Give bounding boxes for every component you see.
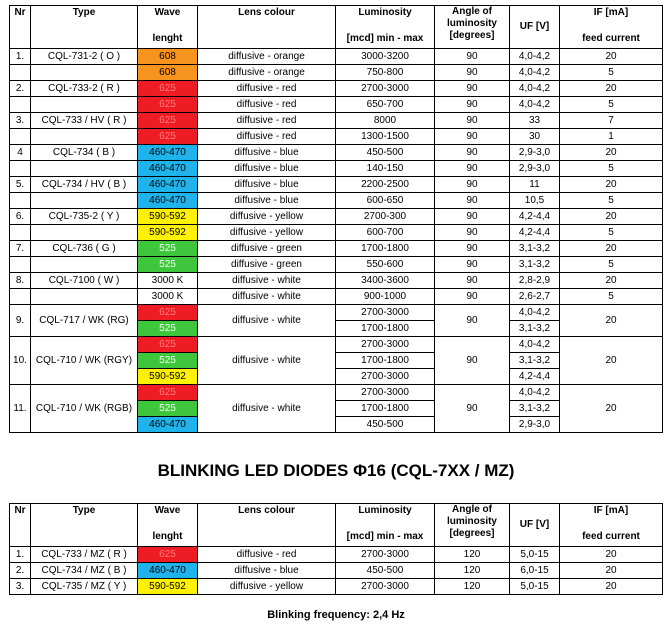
uf-voltage: 2,6-2,7 bbox=[510, 289, 560, 305]
table-row bbox=[10, 385, 663, 401]
uf-voltage: 3,1-3,2 bbox=[510, 241, 560, 257]
wave-cell: 460-470 bbox=[138, 145, 198, 161]
header-if bbox=[560, 504, 663, 547]
if-current: 5 bbox=[560, 97, 663, 113]
header-nr: Nr bbox=[10, 504, 31, 547]
table-row bbox=[10, 145, 663, 161]
angle: 90 bbox=[435, 65, 510, 81]
lens-colour: diffusive - white bbox=[198, 289, 336, 305]
row-number-empty bbox=[10, 225, 31, 241]
if-current: 20 bbox=[560, 49, 663, 65]
wave-cell: 625 bbox=[138, 385, 198, 401]
angle: 90 bbox=[435, 241, 510, 257]
table-row bbox=[10, 241, 663, 257]
uf-voltage: 2,9-3,0 bbox=[510, 161, 560, 177]
row-number-empty bbox=[10, 289, 31, 305]
if-current: 20 bbox=[560, 305, 663, 337]
row-number: 5. bbox=[10, 177, 31, 193]
uf-voltage: 3,1-3,2 bbox=[510, 321, 560, 337]
header-nr: Nr bbox=[10, 6, 31, 49]
uf-voltage: 4,2-4,4 bbox=[510, 209, 560, 225]
lens-colour: diffusive - yellow bbox=[198, 225, 336, 241]
led-spec-table bbox=[9, 5, 663, 433]
luminosity: 2700-3000 bbox=[336, 369, 435, 385]
product-type-empty bbox=[31, 225, 138, 241]
luminosity: 2700-3000 bbox=[336, 337, 435, 353]
angle: 90 bbox=[435, 113, 510, 129]
product-type-empty bbox=[31, 65, 138, 81]
product-type-empty bbox=[31, 161, 138, 177]
product-type: CQL-7100 ( W ) bbox=[31, 273, 138, 289]
uf-voltage: 33 bbox=[510, 113, 560, 129]
row-number: 8. bbox=[10, 273, 31, 289]
angle: 90 bbox=[435, 129, 510, 145]
table-row bbox=[10, 273, 663, 289]
product-type: CQL-736 ( G ) bbox=[31, 241, 138, 257]
header-lum-label: Luminosity bbox=[358, 505, 412, 516]
header-wave-label: Wave bbox=[154, 7, 181, 18]
if-current: 20 bbox=[560, 337, 663, 385]
wave-cell: 460-470 bbox=[138, 177, 198, 193]
product-type-empty bbox=[31, 97, 138, 113]
angle: 90 bbox=[435, 177, 510, 193]
luminosity: 2700-3000 bbox=[336, 81, 435, 97]
header-row bbox=[10, 6, 663, 49]
row-number: 10. bbox=[10, 337, 31, 385]
angle: 90 bbox=[435, 225, 510, 241]
row-number-empty bbox=[10, 65, 31, 81]
section-title: BLINKING LED DIODES Φ16 (CQL-7XX / MZ) bbox=[157, 461, 515, 480]
table-row bbox=[10, 97, 663, 113]
product-type: CQL-734 ( B ) bbox=[31, 145, 138, 161]
wave-cell: 625 bbox=[138, 113, 198, 129]
luminosity: 1700-1800 bbox=[336, 401, 435, 417]
table-row bbox=[10, 129, 663, 145]
luminosity: 600-650 bbox=[336, 193, 435, 209]
lens-colour: diffusive - blue bbox=[198, 177, 336, 193]
luminosity: 3400-3600 bbox=[336, 273, 435, 289]
wave-cell: 460-470 bbox=[138, 161, 198, 177]
uf-voltage: 4,0-4,2 bbox=[510, 65, 560, 81]
uf-voltage: 4,0-4,2 bbox=[510, 97, 560, 113]
wave-cell: 460-470 bbox=[138, 563, 198, 579]
if-current: 20 bbox=[560, 209, 663, 225]
luminosity: 2700-3000 bbox=[336, 547, 435, 563]
table-row bbox=[10, 209, 663, 225]
lens-colour: diffusive - red bbox=[198, 547, 336, 563]
wave-cell: 525 bbox=[138, 321, 198, 337]
row-number: 2. bbox=[10, 563, 31, 579]
table-row bbox=[10, 193, 663, 209]
wave-cell: 525 bbox=[138, 401, 198, 417]
table-row bbox=[10, 305, 663, 321]
angle: 90 bbox=[435, 385, 510, 433]
row-number-empty bbox=[10, 161, 31, 177]
luminosity: 2700-3000 bbox=[336, 579, 435, 595]
header-type: Type bbox=[31, 6, 138, 49]
wave-cell: 3000 K bbox=[138, 289, 198, 305]
row-number: 4 bbox=[10, 145, 31, 161]
if-current: 20 bbox=[560, 563, 663, 579]
luminosity: 450-500 bbox=[336, 417, 435, 433]
uf-voltage: 6,0-15 bbox=[510, 563, 560, 579]
lens-colour: diffusive - white bbox=[198, 305, 336, 337]
table-row bbox=[10, 49, 663, 65]
if-current: 5 bbox=[560, 289, 663, 305]
product-type: CQL-734 / HV ( B ) bbox=[31, 177, 138, 193]
product-type: CQL-710 / WK (RGB) bbox=[31, 385, 138, 433]
header-lum-sub: [mcd] min - max bbox=[346, 33, 424, 44]
header-lum-sub: [mcd] min - max bbox=[346, 531, 424, 542]
luminosity: 900-1000 bbox=[336, 289, 435, 305]
row-number: 1. bbox=[10, 547, 31, 563]
if-current: 20 bbox=[560, 579, 663, 595]
header-angle: Angle of luminosity [degrees] bbox=[435, 504, 510, 547]
product-type: CQL-710 / WK (RGY) bbox=[31, 337, 138, 385]
if-current: 1 bbox=[560, 129, 663, 145]
product-type: CQL-733 / HV ( R ) bbox=[31, 113, 138, 129]
header-uf: UF [V] bbox=[510, 6, 560, 49]
lens-colour: diffusive - green bbox=[198, 257, 336, 273]
if-current: 7 bbox=[560, 113, 663, 129]
row-number-empty bbox=[10, 193, 31, 209]
angle: 90 bbox=[435, 305, 510, 337]
angle: 120 bbox=[435, 579, 510, 595]
luminosity: 550-600 bbox=[336, 257, 435, 273]
luminosity: 2700-3000 bbox=[336, 385, 435, 401]
wave-cell: 590-592 bbox=[138, 225, 198, 241]
uf-voltage: 2,8-2,9 bbox=[510, 273, 560, 289]
table-row bbox=[10, 161, 663, 177]
uf-voltage: 4,2-4,4 bbox=[510, 369, 560, 385]
if-current: 20 bbox=[560, 177, 663, 193]
if-current: 5 bbox=[560, 225, 663, 241]
lens-colour: diffusive - red bbox=[198, 97, 336, 113]
product-type-empty bbox=[31, 289, 138, 305]
wave-cell: 525 bbox=[138, 241, 198, 257]
header-wave-sub: lenght bbox=[152, 33, 183, 44]
table-row bbox=[10, 225, 663, 241]
luminosity: 750-800 bbox=[336, 65, 435, 81]
angle: 90 bbox=[435, 193, 510, 209]
wave-cell: 590-592 bbox=[138, 369, 198, 385]
wave-cell: 625 bbox=[138, 97, 198, 113]
header-wave bbox=[138, 504, 198, 547]
row-number: 3. bbox=[10, 579, 31, 595]
luminosity: 1700-1800 bbox=[336, 321, 435, 337]
angle: 90 bbox=[435, 161, 510, 177]
luminosity: 2200-2500 bbox=[336, 177, 435, 193]
if-current: 5 bbox=[560, 193, 663, 209]
header-if-label: IF [mA] bbox=[593, 7, 629, 18]
lens-colour: diffusive - white bbox=[198, 337, 336, 385]
lens-colour: diffusive - green bbox=[198, 241, 336, 257]
row-number: 2. bbox=[10, 81, 31, 97]
header-wave-sub: lenght bbox=[152, 531, 183, 542]
product-type-empty bbox=[31, 257, 138, 273]
header-lens: Lens colour bbox=[198, 6, 336, 49]
lens-colour: diffusive - yellow bbox=[198, 209, 336, 225]
luminosity: 1700-1800 bbox=[336, 353, 435, 369]
row-number: 9. bbox=[10, 305, 31, 337]
table-row bbox=[10, 81, 663, 97]
luminosity: 2700-3000 bbox=[336, 305, 435, 321]
wave-cell: 460-470 bbox=[138, 417, 198, 433]
angle: 90 bbox=[435, 209, 510, 225]
wave-cell: 625 bbox=[138, 129, 198, 145]
lens-colour: diffusive - blue bbox=[198, 563, 336, 579]
lens-colour: diffusive - white bbox=[198, 385, 336, 433]
uf-voltage: 4,0-4,2 bbox=[510, 305, 560, 321]
uf-voltage: 11 bbox=[510, 177, 560, 193]
uf-voltage: 2,9-3,0 bbox=[510, 145, 560, 161]
if-current: 20 bbox=[560, 547, 663, 563]
if-current: 5 bbox=[560, 161, 663, 177]
product-type: CQL-735-2 ( Y ) bbox=[31, 209, 138, 225]
angle: 90 bbox=[435, 145, 510, 161]
header-wave bbox=[138, 6, 198, 49]
row-number: 6. bbox=[10, 209, 31, 225]
lens-colour: diffusive - yellow bbox=[198, 579, 336, 595]
product-type-empty bbox=[31, 129, 138, 145]
blinking-led-table bbox=[9, 503, 663, 595]
header-if-sub: feed current bbox=[582, 531, 640, 542]
table-header bbox=[10, 6, 663, 49]
wave-cell: 590-592 bbox=[138, 579, 198, 595]
row-number: 11. bbox=[10, 385, 31, 433]
wave-cell: 525 bbox=[138, 353, 198, 369]
lens-colour: diffusive - orange bbox=[198, 65, 336, 81]
table-body bbox=[10, 49, 663, 433]
luminosity: 1300-1500 bbox=[336, 129, 435, 145]
uf-voltage: 4,0-4,2 bbox=[510, 81, 560, 97]
if-current: 20 bbox=[560, 273, 663, 289]
table-row bbox=[10, 177, 663, 193]
lens-colour: diffusive - blue bbox=[198, 193, 336, 209]
wave-cell: 590-592 bbox=[138, 209, 198, 225]
lens-colour: diffusive - orange bbox=[198, 49, 336, 65]
header-uf: UF [V] bbox=[510, 504, 560, 547]
table-row bbox=[10, 579, 663, 595]
angle: 90 bbox=[435, 49, 510, 65]
header-if-sub: feed current bbox=[582, 33, 640, 44]
header-angle: Angle of luminosity [degrees] bbox=[435, 6, 510, 49]
header-type: Type bbox=[31, 504, 138, 547]
if-current: 20 bbox=[560, 241, 663, 257]
header-luminosity bbox=[336, 504, 435, 547]
product-type: CQL-733-2 ( R ) bbox=[31, 81, 138, 97]
lens-colour: diffusive - red bbox=[198, 129, 336, 145]
angle: 90 bbox=[435, 289, 510, 305]
lens-colour: diffusive - blue bbox=[198, 145, 336, 161]
header-wave-label: Wave bbox=[154, 505, 181, 516]
angle: 120 bbox=[435, 563, 510, 579]
table-header bbox=[10, 504, 663, 547]
angle: 90 bbox=[435, 273, 510, 289]
uf-voltage: 3,1-3,2 bbox=[510, 401, 560, 417]
luminosity: 140-150 bbox=[336, 161, 435, 177]
angle: 90 bbox=[435, 97, 510, 113]
luminosity: 450-500 bbox=[336, 563, 435, 579]
wave-cell: 625 bbox=[138, 547, 198, 563]
uf-voltage: 5,0-15 bbox=[510, 547, 560, 563]
header-luminosity bbox=[336, 6, 435, 49]
row-number-empty bbox=[10, 257, 31, 273]
product-type: CQL-731-2 ( O ) bbox=[31, 49, 138, 65]
row-number-empty bbox=[10, 129, 31, 145]
uf-voltage: 30 bbox=[510, 129, 560, 145]
wave-cell: 625 bbox=[138, 305, 198, 321]
table-row bbox=[10, 547, 663, 563]
luminosity: 8000 bbox=[336, 113, 435, 129]
uf-voltage: 3,1-3,2 bbox=[510, 257, 560, 273]
luminosity: 2700-300 bbox=[336, 209, 435, 225]
row-number: 7. bbox=[10, 241, 31, 257]
product-type: CQL-717 / WK (RG) bbox=[31, 305, 138, 337]
angle: 90 bbox=[435, 81, 510, 97]
angle: 120 bbox=[435, 547, 510, 563]
uf-voltage: 10,5 bbox=[510, 193, 560, 209]
luminosity: 3000-3200 bbox=[336, 49, 435, 65]
uf-voltage: 4,0-4,2 bbox=[510, 337, 560, 353]
lens-colour: diffusive - blue bbox=[198, 161, 336, 177]
header-if bbox=[560, 6, 663, 49]
wave-cell: 525 bbox=[138, 257, 198, 273]
blinking-frequency-note: Blinking frequency: 2,4 Hz bbox=[267, 609, 405, 621]
wave-cell: 608 bbox=[138, 65, 198, 81]
header-lens: Lens colour bbox=[198, 504, 336, 547]
product-type-empty bbox=[31, 193, 138, 209]
row-number-empty bbox=[10, 97, 31, 113]
table-row bbox=[10, 289, 663, 305]
luminosity: 600-700 bbox=[336, 225, 435, 241]
angle: 90 bbox=[435, 337, 510, 385]
lens-colour: diffusive - red bbox=[198, 113, 336, 129]
wave-cell: 3000 K bbox=[138, 273, 198, 289]
table-row bbox=[10, 337, 663, 353]
uf-voltage: 4,0-4,2 bbox=[510, 49, 560, 65]
wave-cell: 460-470 bbox=[138, 193, 198, 209]
product-type: CQL-733 / MZ ( R ) bbox=[31, 547, 138, 563]
header-row bbox=[10, 504, 663, 547]
uf-voltage: 4,0-4,2 bbox=[510, 385, 560, 401]
if-current: 20 bbox=[560, 81, 663, 97]
if-current: 5 bbox=[560, 65, 663, 81]
row-number: 3. bbox=[10, 113, 31, 129]
lens-colour: diffusive - red bbox=[198, 81, 336, 97]
product-type: CQL-734 / MZ ( B ) bbox=[31, 563, 138, 579]
table-row bbox=[10, 563, 663, 579]
table-row bbox=[10, 113, 663, 129]
luminosity: 650-700 bbox=[336, 97, 435, 113]
table-body bbox=[10, 547, 663, 595]
wave-cell: 625 bbox=[138, 81, 198, 97]
table-row bbox=[10, 257, 663, 273]
header-if-label: IF [mA] bbox=[593, 505, 629, 516]
header-lum-label: Luminosity bbox=[358, 7, 412, 18]
if-current: 20 bbox=[560, 145, 663, 161]
if-current: 20 bbox=[560, 385, 663, 433]
wave-cell: 625 bbox=[138, 337, 198, 353]
uf-voltage: 2,9-3,0 bbox=[510, 417, 560, 433]
uf-voltage: 5,0-15 bbox=[510, 579, 560, 595]
product-type: CQL-735 / MZ ( Y ) bbox=[31, 579, 138, 595]
luminosity: 450-500 bbox=[336, 145, 435, 161]
luminosity: 1700-1800 bbox=[336, 241, 435, 257]
lens-colour: diffusive - white bbox=[198, 273, 336, 289]
angle: 90 bbox=[435, 257, 510, 273]
table-row bbox=[10, 65, 663, 81]
uf-voltage: 4,2-4,4 bbox=[510, 225, 560, 241]
row-number: 1. bbox=[10, 49, 31, 65]
uf-voltage: 3,1-3,2 bbox=[510, 353, 560, 369]
if-current: 5 bbox=[560, 257, 663, 273]
wave-cell: 608 bbox=[138, 49, 198, 65]
